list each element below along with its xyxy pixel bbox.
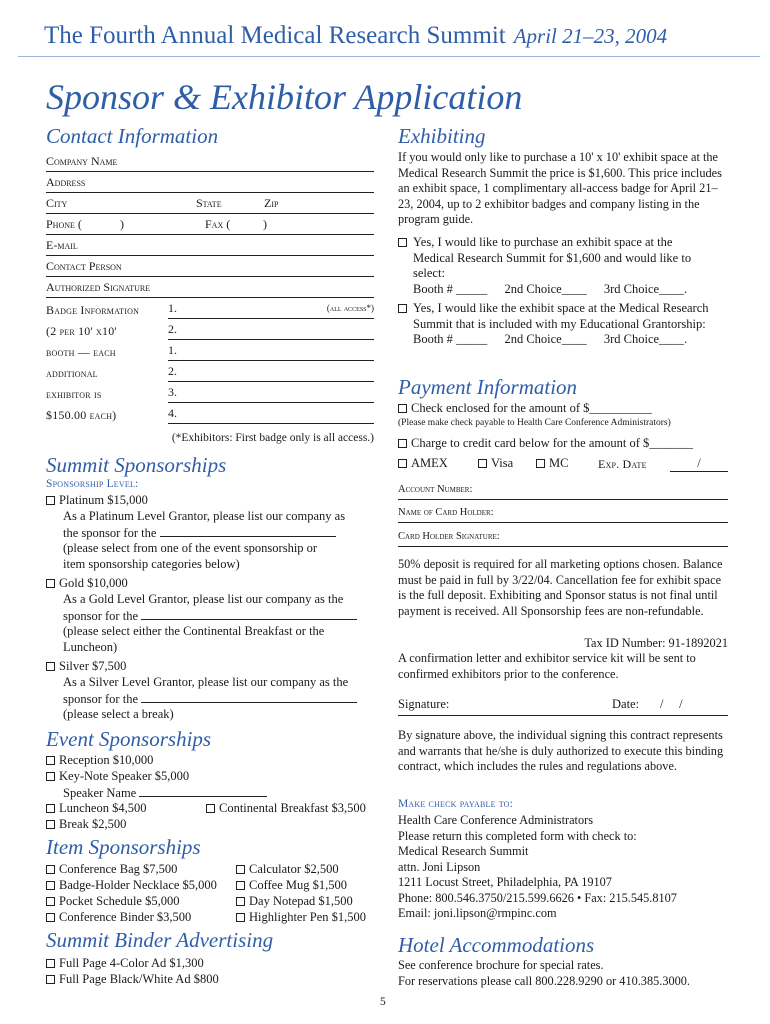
card-holder-name-field[interactable] [398,505,728,523]
zip-label: Zip [264,196,279,210]
address-line: attn. Joni Lipson [398,859,481,874]
confirmation-note: A confirmation letter and exhibitor service kit will be sent to confirmed exhibitors prior to the conference. [398,651,696,681]
item-option[interactable] [46,910,191,925]
event-dates: April 21–23, 2004 [513,24,668,48]
binder-option[interactable] [46,956,204,971]
check-note: (Please make check payable to Health Care Conference Administrators) [398,418,671,428]
account-number-field[interactable] [398,482,728,500]
card-holder-name-label: Name of Card Holder: [398,507,494,518]
payment-terms: 50% deposit is required for all marketing options chosen. Balance must be paid in full by 3/22/04. Cancellation fee for exhibit space is the full deposit. Exhibiting and Sponsor status is not final until payment is received. All Sponsorship fees are non-refundable. [398,557,723,618]
payment-heading: Payment Information [398,375,578,399]
checkbox-icon[interactable] [398,404,407,413]
hotel-line: See conference brochure for special rates. [398,958,604,972]
item-option[interactable] [46,894,179,909]
fax-label: Fax ( [205,217,231,231]
item-label: Badge-Holder Necklace $5,000 [59,878,217,892]
badge-labels [46,302,166,428]
item-label: Pocket Schedule $5,000 [59,894,180,908]
address-line: Health Care Conference Administrators [398,813,593,827]
account-number-label: Account Number: [398,484,473,495]
badge-note: (*Exhibitors: First badge only is all access.) [171,432,374,444]
keynote-option[interactable] [46,769,189,784]
reception-option[interactable] [46,753,153,768]
gold-text-line: As a Gold Level Grantor, please list our company as the [63,592,344,606]
checkbox-icon[interactable] [46,881,55,890]
gold-label: Gold $10,000 [59,576,128,590]
hotel-heading: Hotel Accommodations [398,933,595,957]
visa-option[interactable] [478,456,513,471]
item-option[interactable] [46,878,217,893]
badge-number: 2. [168,322,177,336]
card-holder-signature-field[interactable] [398,529,728,547]
summit-heading: Summit Sponsorships [46,453,227,477]
keynote-label: Key-Note Speaker $5,000 [59,769,190,783]
platinum-label: Platinum $15,000 [59,493,148,507]
item-option[interactable] [236,878,347,893]
item-label: Conference Bag $7,500 [59,862,178,876]
platinum-text-line: the sponsor for the [63,525,157,540]
second-choice[interactable]: 2nd Choice____ [504,332,587,346]
gold-text-line: sponsor for the [63,608,138,623]
exhibit-option-2-text: Yes, I would like the exhibit space at the Medical Research Summit that is included with my Educational Grantorship: [413,301,709,331]
checkbox-icon[interactable] [398,238,407,247]
email-link[interactable]: Email: joni.lipson@rmpinc.com [398,906,557,920]
date-label: Date: [612,697,640,711]
checkbox-icon[interactable] [46,913,55,922]
checkbox-icon[interactable] [236,913,245,922]
checkbox-icon[interactable] [236,881,245,890]
silver-option[interactable] [46,659,126,674]
address-line: 1211 Locust Street, Philadelphia, PA 19107 [398,875,612,889]
header-rule [18,56,760,57]
address-line: Medical Research Summit [398,844,529,858]
third-choice[interactable]: 3rd Choice____. [603,281,688,296]
badge-number: 2. [168,364,177,378]
phone-paren: ) [120,217,124,231]
phone-fax-field[interactable] [46,217,374,235]
third-choice[interactable]: 3rd Choice____. [603,332,688,346]
luncheon-option[interactable] [46,801,146,816]
silver-label: Silver $7,500 [59,659,127,673]
luncheon-label: Luncheon $4,500 [59,801,147,815]
gold-text [63,592,373,655]
item-label: Conference Binder $3,500 [59,910,192,924]
speaker-name-row [63,785,267,801]
state-label: State [196,196,222,210]
email-label: E-mail [46,238,78,252]
badge-label-line: booth — each [46,345,116,359]
exhibit-option-2[interactable] [398,301,728,348]
booth-choice[interactable]: Booth # _____ [413,332,488,346]
checkbox-icon[interactable] [46,496,55,505]
checkbox-icon[interactable] [478,459,487,468]
exhibit-option-1-text: Yes, I would like to purchase an exhibit space at the Medical Research Summit for $1,600 and would like to select: [413,235,692,280]
mailing-address [398,813,738,922]
company-name-field[interactable] [46,154,374,172]
exhibiting-heading: Exhibiting [398,124,486,148]
address-line: Phone: 800.546.3750/215.599.6626 • Fax: 215.545.8107 [398,890,677,905]
event-heading: Event Sponsorships [46,727,212,751]
fax-paren: ) [263,217,267,231]
platinum-sponsor-field[interactable] [160,525,336,537]
email-field[interactable] [46,238,374,256]
continental-option[interactable] [206,801,366,816]
city-state-zip-field[interactable] [46,196,374,214]
gold-text-line: Luncheon) [63,639,118,654]
item-option[interactable] [236,910,366,925]
amex-option[interactable] [398,456,448,471]
platinum-text-line: As a Platinum Level Grantor, please list our company as [63,509,346,523]
hotel-line: For reservations please call 800.228.9290 or 410.385.3000. [398,973,690,988]
item-label: Coffee Mug $1,500 [249,878,348,892]
card-holder-signature-label: Card Holder Signature: [398,531,500,542]
event-title: The Fourth Annual Medical Research Summit [44,22,506,49]
signature-row[interactable] [398,697,728,716]
binder-label: Full Page 4-Color Ad $1,300 [59,956,204,970]
continental-label: Continental Breakfast $3,500 [219,801,366,815]
binder-heading: Summit Binder Advertising [46,928,274,952]
checkbox-icon[interactable] [46,897,55,906]
exhibit-option-2-choices [413,332,728,348]
item-option[interactable] [236,894,353,909]
all-access-note: (all access*) [326,303,374,313]
platinum-option[interactable] [46,493,148,508]
speaker-name-field[interactable] [139,785,267,797]
checkbox-icon[interactable] [46,959,55,968]
checkbox-icon[interactable] [398,439,407,448]
hotel-text [398,958,738,989]
company-name-label: Company Name [46,154,118,168]
badge-label-line: Badge Information [46,303,140,317]
badge-1-field[interactable] [168,301,374,319]
address-label: Address [46,175,86,189]
check-label: Check enclosed for the amount of $__________ [411,401,652,415]
checkbox-icon[interactable] [46,756,55,765]
gold-sponsor-field[interactable] [141,608,357,620]
mc-label: MC [549,456,569,470]
sponsorship-level-label: Sponsorship Level: [46,478,139,490]
authorized-signature-field[interactable] [46,280,374,298]
checkbox-icon[interactable] [46,579,55,588]
badge-label-line: $150.00 each) [46,408,117,422]
item-heading: Item Sponsorships [46,835,201,859]
reception-label: Reception $10,000 [59,753,154,767]
amex-label: AMEX [411,456,448,470]
mc-option[interactable] [536,456,568,471]
checkbox-icon[interactable] [206,804,215,813]
warrant-text: By signature above, the individual signing this contract represents and warrants that he/she is duly authorized to execute this binding contract, which includes the rules and regulations above. [398,728,724,773]
break-label: Break $2,500 [59,817,127,831]
exhibit-option-1[interactable] [398,235,728,297]
silver-sponsor-field[interactable] [141,691,357,703]
silver-text-line: sponsor for the [63,691,138,706]
platinum-text-line: (please select from one of the event sponsorship or [63,541,318,555]
item-option[interactable] [46,862,177,877]
contact-heading: Contact Information [46,124,219,148]
header [44,22,667,50]
badge-5-field[interactable] [168,385,374,403]
tax-id: Tax ID Number: 91-1892021 [584,636,728,650]
gold-option[interactable] [46,576,128,591]
checkbox-icon[interactable] [46,804,55,813]
exp-date-label: Exp. Date [598,457,647,471]
badge-4-field[interactable] [168,364,374,382]
item-label: Day Notepad $1,500 [249,894,353,908]
checkbox-icon[interactable] [236,897,245,906]
badge-3-field[interactable] [168,343,374,361]
checkbox-icon[interactable] [398,459,407,468]
exp-date-field[interactable] [670,456,728,472]
contact-person-field[interactable] [46,259,374,277]
platinum-text-line: item sponsorship categories below) [63,556,240,571]
phone-label: Phone ( [46,217,82,231]
silver-text-line: As a Silver Level Grantor, please list our company as the [63,675,349,689]
date-slashes: / / [660,697,683,711]
booth-choice[interactable]: Booth # _____ [413,281,488,296]
break-option[interactable] [46,817,126,832]
silver-text-line: (please select a break) [63,707,174,721]
speaker-name-label: Speaker Name [63,786,137,800]
gold-text-line: (please select either the Continental Breakfast or the [63,624,325,638]
badge-label-line: exhibitor is [46,387,102,401]
badge-label-line: (2 per 10' x10' [46,324,117,338]
authorized-signature-label: Authorized Signature [46,280,151,294]
binder-option[interactable] [46,972,219,987]
credit-label: Charge to credit card below for the amount of $_______ [411,436,693,450]
silver-text [63,675,373,723]
second-choice[interactable]: 2nd Choice____ [504,281,587,296]
checkbox-icon[interactable] [46,772,55,781]
checkbox-icon[interactable] [398,304,407,313]
checkbox-icon[interactable] [46,975,55,984]
badge-number: 4. [168,406,177,420]
badge-number: 1. [168,301,177,315]
exhibit-option-1-choices [413,282,728,298]
exp-date-slash: / [697,456,701,470]
address-field[interactable] [46,175,374,193]
visa-label: Visa [491,456,514,470]
credit-option[interactable] [398,436,693,451]
item-label: Highlighter Pen $1,500 [249,910,367,924]
checkbox-icon[interactable] [46,662,55,671]
check-option[interactable] [398,401,652,416]
exhibiting-intro: If you would only like to purchase a 10' x 10' exhibit space at the Medical Research Summit the price is $1,600. This price includes an exhibit space, 1 complimentary all-access badge for April 21–23, 2004, up to 2 exhibitor badges and company listing in the program guide. [398,150,722,226]
page-number: 5 [380,996,386,1008]
contact-person-label: Contact Person [46,259,122,273]
checkbox-icon[interactable] [46,820,55,829]
city-label: City [46,196,68,210]
platinum-text [63,509,373,572]
item-option[interactable] [236,862,339,877]
badge-label-line: additional [46,366,98,380]
signature-label: Signature: [398,697,450,711]
binder-label: Full Page Black/White Ad $800 [59,972,219,986]
item-label: Calculator $2,500 [249,862,339,876]
checkbox-icon[interactable] [236,865,245,874]
payable-label: Make check payable to: [398,798,514,810]
badge-number: 1. [168,343,177,357]
checkbox-icon[interactable] [536,459,545,468]
checkbox-icon[interactable] [46,865,55,874]
page-title: Sponsor & Exhibitor Application [46,77,523,117]
badge-2-field[interactable] [168,322,374,340]
badge-6-field[interactable] [168,406,374,424]
card-type-row [398,456,728,474]
address-line: Please return this completed form with check to: [398,828,637,843]
badge-number: 3. [168,385,177,399]
